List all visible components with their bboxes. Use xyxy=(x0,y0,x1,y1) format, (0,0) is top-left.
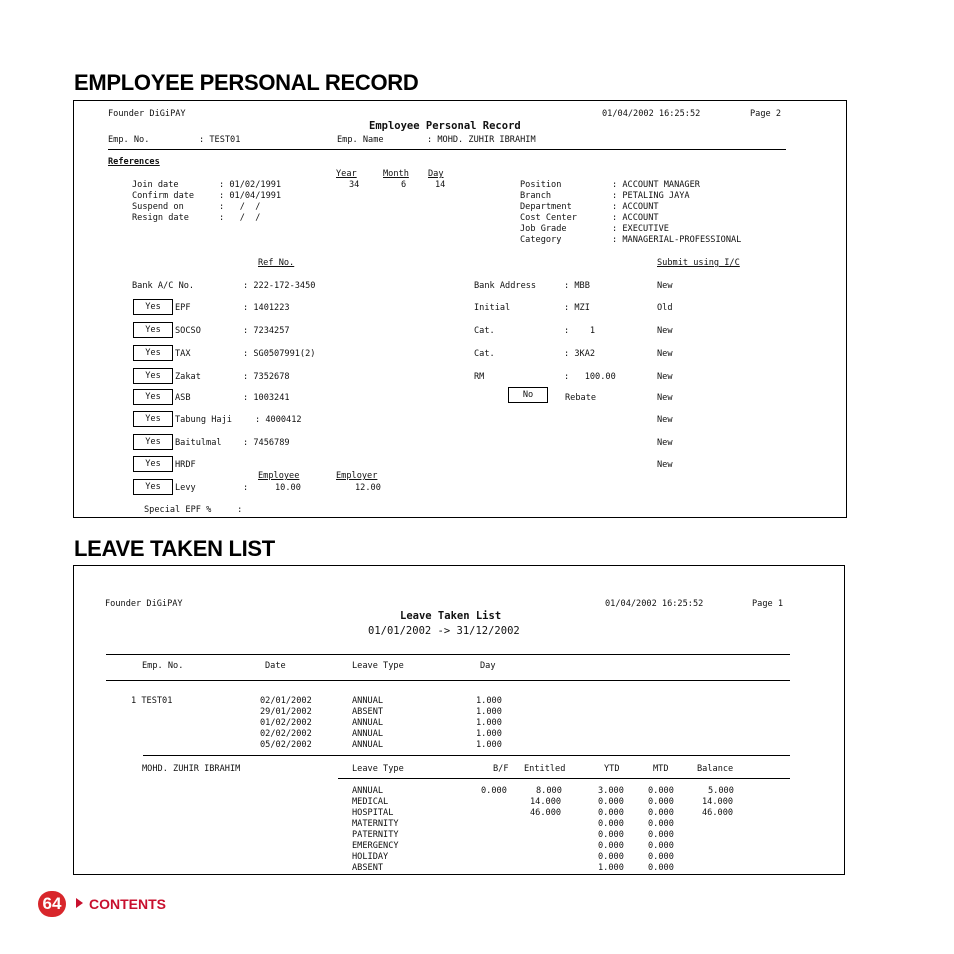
summary-col-type: Leave Type xyxy=(352,764,404,774)
summary-type: ANNUAL xyxy=(352,786,384,796)
tax-cat-value: : 3KA2 xyxy=(564,349,596,359)
date-range: 01/01/2002 -> 31/12/2002 xyxy=(368,625,520,637)
epf-label: EPF xyxy=(175,303,191,313)
summary-type: MEDICAL xyxy=(352,797,389,807)
socso-status: New xyxy=(657,326,673,336)
confirm-date-label: Confirm date xyxy=(132,191,195,201)
rebate-flag[interactable]: No xyxy=(508,387,548,403)
summary-mtd: 0.000 xyxy=(648,863,674,873)
entry-day: 1.000 xyxy=(476,696,502,706)
header-bottom-divider xyxy=(106,680,790,681)
position-value: : ACCOUNT MANAGER xyxy=(612,180,700,190)
employee-line: 1 TEST01 xyxy=(131,696,173,706)
summary-entitled: 14.000 xyxy=(530,797,562,807)
summary-balance: 5.000 xyxy=(708,786,734,796)
cost-center-value: : ACCOUNT xyxy=(612,213,659,223)
zakat-rm-value: : 100.00 xyxy=(564,372,616,382)
tabung-haji-value: : 4000412 xyxy=(255,415,302,425)
initial-value: : MZI xyxy=(564,303,590,313)
col-day: Day xyxy=(480,661,496,671)
socso-cat-label: Cat. xyxy=(474,326,495,336)
levy-colon: : xyxy=(243,483,249,493)
summary-mtd: 0.000 xyxy=(648,819,674,829)
tabung-haji-label: Tabung Haji xyxy=(175,415,232,425)
day-value: 14 xyxy=(435,180,446,190)
epf-value: : 1401223 xyxy=(243,303,290,313)
summary-mtd: 0.000 xyxy=(648,841,674,851)
entry-date: 01/02/2002 xyxy=(260,718,312,728)
bank-ac-value: : 222-172-3450 xyxy=(243,281,316,291)
summary-ytd: 3.000 xyxy=(598,786,624,796)
report-datetime: 01/04/2002 16:25:52 xyxy=(605,599,704,609)
header-divider xyxy=(108,149,786,150)
rebate-label: Rebate xyxy=(565,393,597,403)
entry-day: 1.000 xyxy=(476,729,502,739)
emp-name-label: Emp. Name xyxy=(337,135,384,145)
entry-day: 1.000 xyxy=(476,718,502,728)
entry-day: 1.000 xyxy=(476,740,502,750)
branch-value: : PETALING JAYA xyxy=(612,191,690,201)
leave-report-bottom-edge xyxy=(73,874,845,875)
hrdf-status: New xyxy=(657,460,673,470)
summary-entitled: 8.000 xyxy=(536,786,562,796)
cost-center-label: Cost Center xyxy=(520,213,577,223)
tax-cat-label: Cat. xyxy=(474,349,495,359)
summary-col-balance: Balance xyxy=(697,764,734,774)
summary-ytd: 0.000 xyxy=(598,819,624,829)
job-grade-label: Job Grade xyxy=(520,224,567,234)
employer-header: Employer xyxy=(336,471,378,481)
tax-flag[interactable]: Yes xyxy=(133,345,173,361)
summary-ytd: 0.000 xyxy=(598,808,624,818)
entry-date: 29/01/2002 xyxy=(260,707,312,717)
report-title: Leave Taken List xyxy=(400,610,502,622)
contents-label: CONTENTS xyxy=(89,896,166,912)
asb-label: ASB xyxy=(175,393,191,403)
page-label: Page 2 xyxy=(750,109,782,119)
entry-type: ANNUAL xyxy=(352,718,384,728)
submit-ic-header: Submit using I/C xyxy=(657,258,740,268)
department-value: : ACCOUNT xyxy=(612,202,659,212)
summary-col-bf: B/F xyxy=(493,764,509,774)
summary-ytd: 0.000 xyxy=(598,830,624,840)
socso-cat-value: : 1 xyxy=(564,326,596,336)
month-header: Month xyxy=(383,169,409,179)
header-top-divider xyxy=(106,654,790,655)
summary-balance: 14.000 xyxy=(702,797,734,807)
section-title-employee-record: EMPLOYEE PERSONAL RECORD xyxy=(74,70,419,95)
summary-type: PATERNITY xyxy=(352,830,399,840)
tax-status: New xyxy=(657,349,673,359)
page-label: Page 1 xyxy=(752,599,784,609)
employer-rate: 12.00 xyxy=(355,483,381,493)
suspend-value: : / / xyxy=(219,202,261,212)
col-emp-no: Emp. No. xyxy=(142,661,184,671)
summary-mtd: 0.000 xyxy=(648,852,674,862)
summary-type: HOLIDAY xyxy=(352,852,389,862)
summary-type: HOSPITAL xyxy=(352,808,394,818)
summary-ytd: 0.000 xyxy=(598,852,624,862)
emp-no-label: Emp. No. xyxy=(108,135,150,145)
bank-ac-label: Bank A/C No. xyxy=(132,281,195,291)
resign-label: Resign date xyxy=(132,213,189,223)
contents-link[interactable] xyxy=(76,896,166,912)
company-name: Founder DiGiPAY xyxy=(108,109,186,119)
summary-col-entitled: Entitled xyxy=(524,764,566,774)
join-date-value: : 01/02/1991 xyxy=(219,180,282,190)
category-label: Category xyxy=(520,235,562,245)
entry-date: 02/01/2002 xyxy=(260,696,312,706)
asb-status: New xyxy=(657,393,673,403)
category-value: : MANAGERIAL-PROFESSIONAL xyxy=(612,235,742,245)
month-value: 6 xyxy=(401,180,407,190)
special-epf-label: Special EPF % : xyxy=(144,505,243,515)
summary-ytd: 0.000 xyxy=(598,841,624,851)
section-title-leave-list: LEAVE TAKEN LIST xyxy=(74,536,275,561)
baitulmal-value: : 7456789 xyxy=(243,438,290,448)
summary-ytd: 0.000 xyxy=(598,797,624,807)
bank-address-label: Bank Address xyxy=(474,281,537,291)
entry-day: 1.000 xyxy=(476,707,502,717)
summary-mtd: 0.000 xyxy=(648,797,674,807)
triangle-right-icon xyxy=(76,898,83,908)
position-label: Position xyxy=(520,180,562,190)
socso-value: : 7234257 xyxy=(243,326,290,336)
entry-type: ABSENT xyxy=(352,707,384,717)
summary-divider xyxy=(338,778,790,779)
entry-type: ANNUAL xyxy=(352,740,384,750)
emp-name-value: : MOHD. ZUHIR IBRAHIM xyxy=(427,135,536,145)
epf-status: Old xyxy=(657,303,673,313)
year-header: Year xyxy=(336,169,357,179)
col-date: Date xyxy=(265,661,286,671)
socso-label: SOCSO xyxy=(175,326,201,336)
hrdf-flag[interactable]: Yes xyxy=(133,456,173,472)
leave-taken-report xyxy=(73,565,845,875)
asb-value: : 1003241 xyxy=(243,393,290,403)
ref-no-header: Ref No. xyxy=(258,258,295,268)
suspend-label: Suspend on xyxy=(132,202,184,212)
references-heading: References xyxy=(108,157,160,167)
epf-flag[interactable]: Yes xyxy=(133,299,173,315)
department-label: Department xyxy=(520,202,572,212)
company-name: Founder DiGiPAY xyxy=(105,599,183,609)
tabung-haji-flag[interactable]: Yes xyxy=(133,411,173,427)
branch-label: Branch xyxy=(520,191,552,201)
entry-type: ANNUAL xyxy=(352,696,384,706)
summary-ytd: 1.000 xyxy=(598,863,624,873)
confirm-date-value: : 01/04/1991 xyxy=(219,191,282,201)
hrdf-label: HRDF xyxy=(175,460,196,470)
asb-flag[interactable]: Yes xyxy=(133,389,173,405)
zakat-label: Zakat xyxy=(175,372,201,382)
summary-mtd: 0.000 xyxy=(648,808,674,818)
summary-col-mtd: MTD xyxy=(653,764,669,774)
resign-value: : / / xyxy=(219,213,261,223)
job-grade-value: : EXECUTIVE xyxy=(612,224,669,234)
bank-address-status: New xyxy=(657,281,673,291)
year-value: 34 xyxy=(349,180,360,190)
employee-header: Employee xyxy=(258,471,300,481)
initial-label: Initial xyxy=(474,303,511,313)
summary-type: EMERGENCY xyxy=(352,841,399,851)
tabung-haji-status: New xyxy=(657,415,673,425)
join-date-label: Join date xyxy=(132,180,179,190)
zakat-rm-label: RM xyxy=(474,372,485,382)
levy-label: Levy xyxy=(175,483,196,493)
baitulmal-status: New xyxy=(657,438,673,448)
entry-date: 05/02/2002 xyxy=(260,740,312,750)
zakat-status: New xyxy=(657,372,673,382)
col-leave-type: Leave Type xyxy=(352,661,404,671)
summary-bf: 0.000 xyxy=(481,786,507,796)
day-header: Day xyxy=(428,169,444,179)
employee-name: MOHD. ZUHIR IBRAHIM xyxy=(142,764,241,774)
baitulmal-flag[interactable]: Yes xyxy=(133,434,173,450)
bank-address-value: : MBB xyxy=(564,281,590,291)
tax-value: : SG0507991(2) xyxy=(243,349,316,359)
zakat-value: : 7352678 xyxy=(243,372,290,382)
entry-date: 02/02/2002 xyxy=(260,729,312,739)
employee-record-report xyxy=(73,100,847,518)
summary-mtd: 0.000 xyxy=(648,830,674,840)
page-number-badge: 64 xyxy=(38,891,66,917)
summary-type: ABSENT xyxy=(352,863,384,873)
tax-label: TAX xyxy=(175,349,191,359)
levy-flag[interactable]: Yes xyxy=(133,479,173,495)
zakat-flag[interactable]: Yes xyxy=(133,368,173,384)
summary-entitled: 46.000 xyxy=(530,808,562,818)
report-title: Employee Personal Record xyxy=(369,120,521,132)
summary-type: MATERNITY xyxy=(352,819,399,829)
report-datetime: 01/04/2002 16:25:52 xyxy=(602,109,701,119)
emp-no-value: : TEST01 xyxy=(199,135,241,145)
socso-flag[interactable]: Yes xyxy=(133,322,173,338)
entry-type: ANNUAL xyxy=(352,729,384,739)
summary-balance: 46.000 xyxy=(702,808,734,818)
baitulmal-label: Baitulmal xyxy=(175,438,222,448)
summary-col-ytd: YTD xyxy=(604,764,620,774)
employee-rate: 10.00 xyxy=(275,483,301,493)
summary-mtd: 0.000 xyxy=(648,786,674,796)
entries-divider xyxy=(143,755,790,756)
